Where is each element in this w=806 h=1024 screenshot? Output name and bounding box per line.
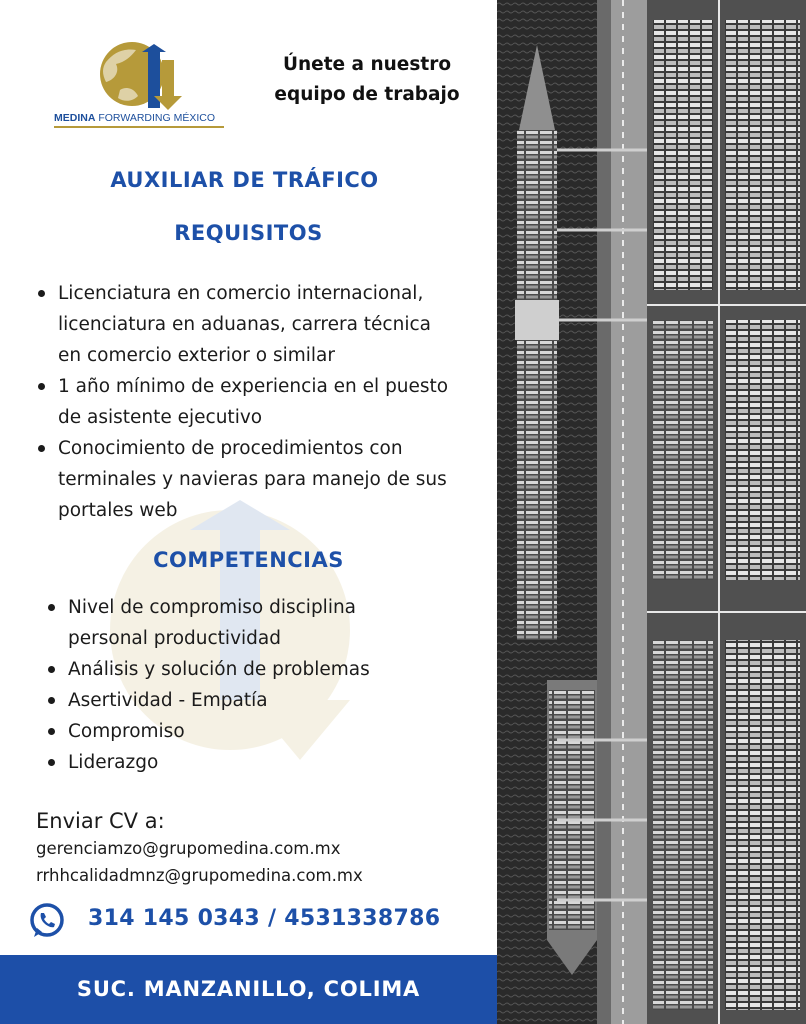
requirements-heading: REQUISITOS	[174, 221, 323, 245]
requirements-list	[36, 278, 486, 526]
list-item: Conocimiento de procedimientos con terminales y navieras para manejo de sus portales web	[36, 433, 486, 526]
tagline-line-2: equipo de trabajo	[274, 84, 460, 105]
port-photo-image	[497, 0, 806, 1024]
list-item: Liderazgo	[46, 747, 466, 778]
send-cv-label: Enviar CV a:	[36, 809, 165, 833]
list-item: Asertividad - Empatía	[46, 685, 466, 716]
email-link-1[interactable]: gerenciamzo@grupomedina.com.mx	[36, 839, 341, 858]
whatsapp-icon	[27, 901, 67, 941]
competencies-heading: COMPETENCIAS	[153, 548, 344, 572]
list-item: 1 año mínimo de experiencia en el puesto de asistente ejecutivo	[36, 371, 486, 433]
list-item: Licenciatura en comercio internacional, licenciatura en aduanas, carrera técnica en comercio exterior o similar	[36, 278, 486, 371]
tagline	[262, 50, 472, 110]
list-item: Compromiso	[46, 716, 466, 747]
brand-underline	[54, 126, 224, 128]
phone-numbers[interactable]: 314 145 0343 / 4531338786	[88, 906, 441, 931]
list-item: Nivel de compromiso disciplina personal productividad	[46, 592, 466, 654]
aerial-port-photo	[497, 0, 806, 1024]
tagline-line-1: Únete a nuestro	[282, 54, 452, 75]
list-item: Análisis y solución de problemas	[46, 654, 466, 685]
job-title: AUXILIAR DE TRÁFICO	[110, 168, 379, 192]
footer-bar	[0, 955, 497, 1024]
branch-label: SUC. MANZANILLO, COLIMA	[76, 977, 421, 1001]
email-link-2[interactable]: rrhhcalidadmnz@grupomedina.com.mx	[36, 866, 363, 885]
brand-name: MEDINA FORWARDING MÉXICO	[54, 112, 216, 124]
competencies-list	[46, 592, 466, 778]
